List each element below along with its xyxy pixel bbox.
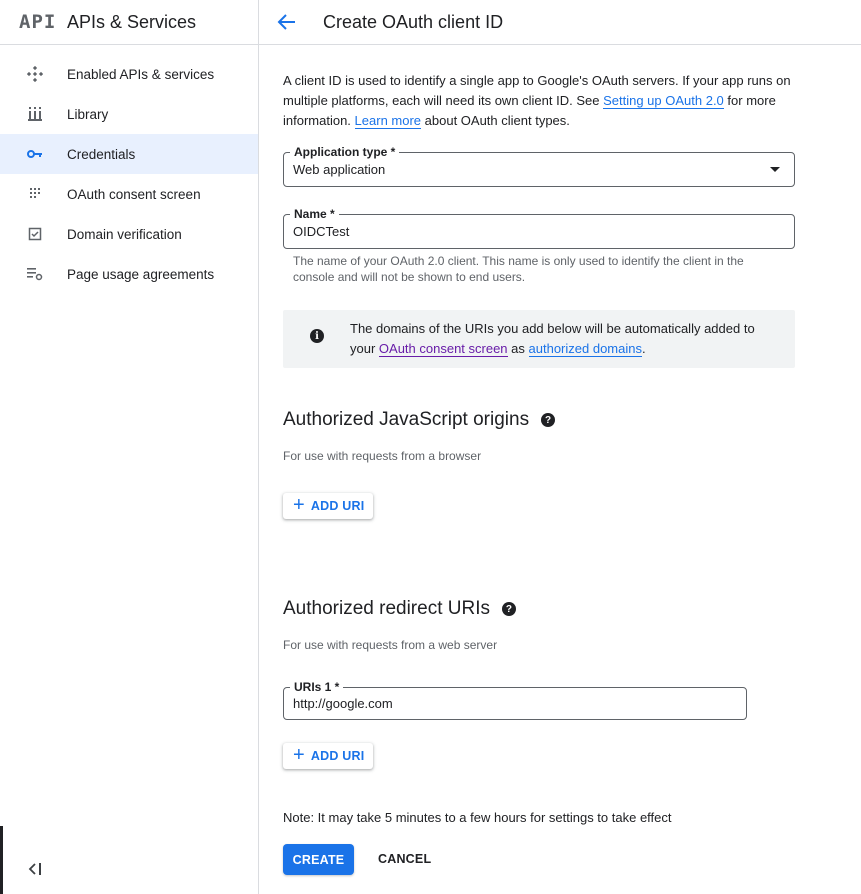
sidebar-item-page-usage[interactable] bbox=[0, 254, 258, 294]
sidebar-item-label: Page usage agreements bbox=[67, 266, 215, 282]
sidebar-title: APIs & Services bbox=[67, 11, 197, 32]
redirect-uri-label: URIs 1 * bbox=[290, 680, 343, 694]
redirect-uri-field[interactable] bbox=[283, 680, 747, 720]
application-type-select[interactable] bbox=[283, 145, 795, 187]
sidebar bbox=[0, 0, 259, 894]
authorized-domains-link[interactable]: authorized domains bbox=[528, 341, 642, 356]
setting-up-oauth-link[interactable]: Setting up OAuth 2.0 bbox=[603, 93, 724, 108]
intro-text-part: for more information. bbox=[283, 93, 776, 128]
name-field[interactable] bbox=[283, 207, 795, 249]
info-text bbox=[350, 319, 770, 359]
api-logo: API bbox=[19, 11, 57, 33]
learn-more-link[interactable]: Learn more bbox=[354, 113, 422, 128]
info-text-part: The domains of the URIs you add below will be automatically added to your bbox=[350, 321, 755, 356]
redirect-uris-heading bbox=[283, 598, 516, 620]
sidebar-item-enabled-apis[interactable] bbox=[0, 54, 258, 94]
add-redirect-uri-button[interactable] bbox=[283, 743, 373, 769]
domain-check-icon bbox=[26, 225, 44, 243]
window-edge bbox=[0, 826, 3, 894]
consent-screen-icon bbox=[26, 185, 44, 203]
js-origins-heading bbox=[283, 409, 555, 431]
sidebar-nav bbox=[0, 45, 258, 294]
sidebar-item-credentials[interactable] bbox=[0, 134, 258, 174]
info-text-part: . bbox=[641, 341, 646, 356]
name-value: OIDCTest bbox=[293, 224, 350, 239]
enabled-apis-icon bbox=[26, 65, 44, 83]
help-icon[interactable]: ? bbox=[502, 602, 516, 616]
sidebar-item-oauth-consent[interactable] bbox=[0, 174, 258, 214]
sidebar-item-label: Enabled APIs & services bbox=[67, 66, 215, 82]
cancel-button[interactable]: CANCEL bbox=[378, 852, 432, 866]
sidebar-header bbox=[0, 0, 258, 45]
info-text-part: as bbox=[507, 341, 529, 356]
create-button[interactable]: CREATE bbox=[283, 844, 354, 875]
key-icon bbox=[26, 145, 44, 163]
js-origins-subtitle: For use with requests from a browser bbox=[283, 449, 482, 463]
add-uri-label: ADD URI bbox=[310, 499, 365, 513]
dropdown-arrow-icon bbox=[770, 167, 780, 172]
add-uri-label: ADD URI bbox=[310, 749, 365, 763]
sidebar-item-domain-verification[interactable] bbox=[0, 214, 258, 254]
info-icon: i bbox=[310, 329, 324, 343]
page-title: Create OAuth client ID bbox=[323, 11, 504, 32]
sidebar-item-label: Credentials bbox=[67, 146, 136, 162]
plus-icon: + bbox=[293, 744, 305, 766]
redirect-uri-value: http://google.com bbox=[293, 696, 393, 711]
name-label: Name * bbox=[290, 207, 339, 221]
sidebar-item-label: Domain verification bbox=[67, 226, 182, 242]
sidebar-item-library[interactable] bbox=[0, 94, 258, 134]
library-icon bbox=[26, 105, 44, 123]
intro-text bbox=[283, 71, 795, 131]
redirect-uris-title: Authorized redirect URIs bbox=[283, 598, 490, 619]
application-type-label: Application type * bbox=[290, 145, 399, 159]
name-helper-text: The name of your OAuth 2.0 client. This name is only used to identify the client in the console and will not be shown to end users. bbox=[293, 254, 744, 284]
oauth-consent-screen-link[interactable]: OAuth consent screen bbox=[378, 341, 508, 356]
collapse-sidebar-icon[interactable] bbox=[26, 860, 44, 878]
intro-text-part: about OAuth client types. bbox=[421, 113, 570, 128]
info-banner bbox=[283, 310, 795, 368]
plus-icon: + bbox=[293, 494, 305, 516]
application-type-value: Web application bbox=[293, 162, 386, 177]
sidebar-item-label: Library bbox=[67, 106, 109, 122]
back-arrow-icon[interactable] bbox=[277, 11, 299, 33]
settings-note: Note: It may take 5 minutes to a few hours for settings to take effect bbox=[283, 810, 672, 825]
help-icon[interactable]: ? bbox=[541, 413, 555, 427]
page-header bbox=[259, 0, 861, 45]
main-panel bbox=[259, 0, 861, 894]
intro-text-part: A client ID is used to identify a single app to Google's OAuth servers. If your app runs on multiple platforms, each will need its own client ID. See bbox=[283, 73, 791, 108]
redirect-uris-subtitle: For use with requests from a web server bbox=[283, 638, 498, 652]
sidebar-item-label: OAuth consent screen bbox=[67, 186, 201, 202]
js-origins-title: Authorized JavaScript origins bbox=[283, 409, 530, 430]
add-js-origin-button[interactable] bbox=[283, 493, 373, 519]
settings-list-icon bbox=[26, 265, 44, 283]
